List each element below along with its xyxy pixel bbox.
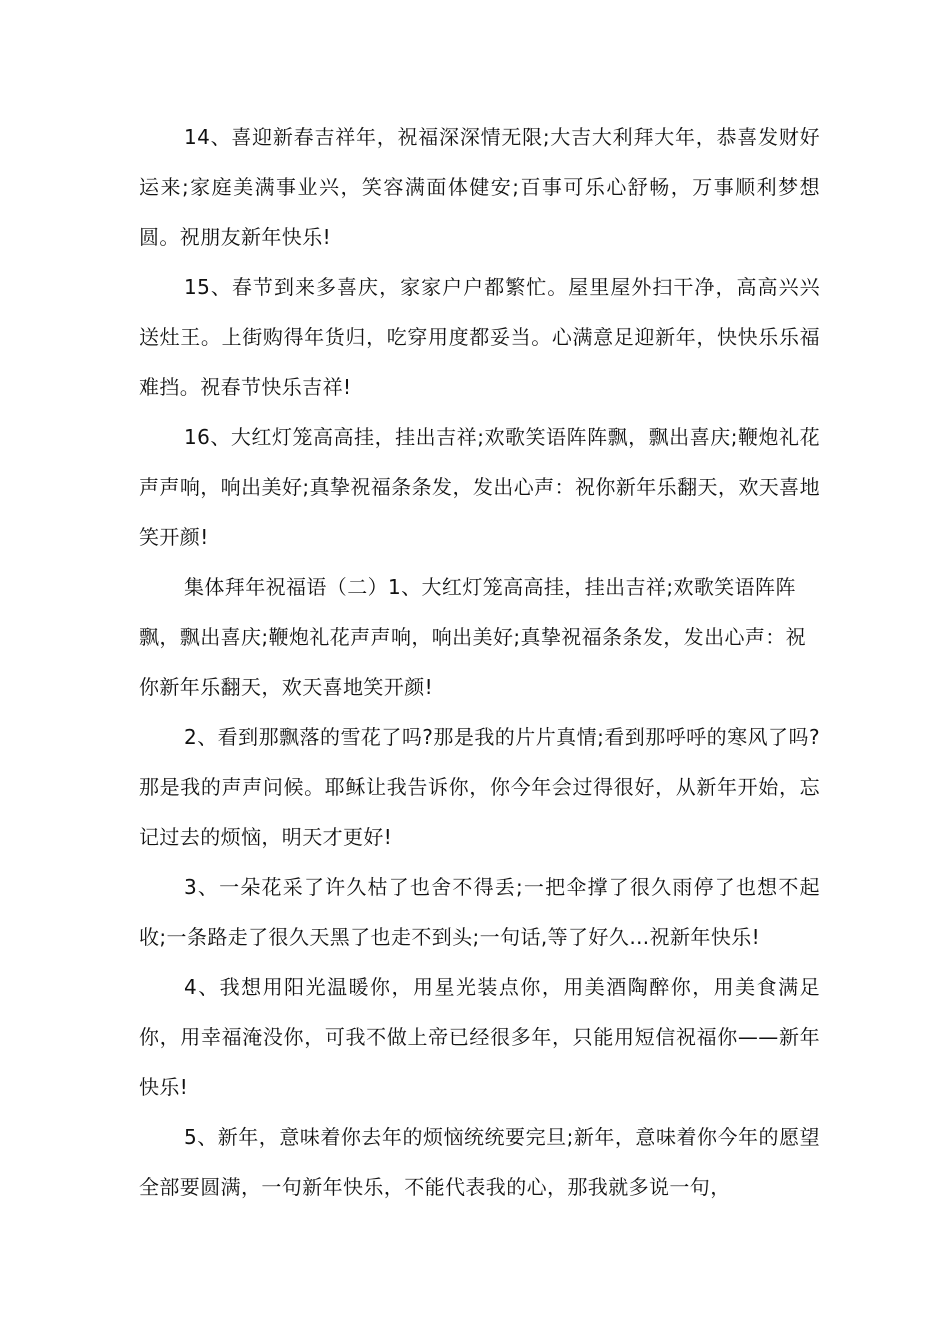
paragraph-blessing-16: 16、大红灯笼高高挂，挂出吉祥;欢歌笑语阵阵飘，飘出喜庆;鞭炮礼花声声响，响出美好;真挚祝福条条发，发出心声：祝你新年乐翻天，欢天喜地笑开颜! xyxy=(139,425,820,549)
paragraph-blessing-15: 15、春节到来多喜庆，家家户户都繁忙。屋里屋外扫干净，高高兴兴送灶王。上街购得年货归，吃穿用度都妥当。心满意足迎新年，快快乐乐福难挡。祝春节快乐吉祥! xyxy=(139,275,820,399)
paragraph-blessing-3: 3、一朵花采了许久枯了也舍不得丢;一把伞撑了很久雨停了也想不起收;一条路走了很久天黑了也走不到头;一句话,等了好久…祝新年快乐! xyxy=(139,875,820,949)
paragraph-blessing-2: 2、看到那飘落的雪花了吗?那是我的片片真情;看到那呼呼的寒风了吗?那是我的声声问候。耶稣让我告诉你，你今年会过得很好，从新年开始，忘记过去的烦恼，明天才更好! xyxy=(139,725,820,849)
paragraph-blessing-14: 14、喜迎新春吉祥年，祝福深深情无限;大吉大利拜大年，恭喜发财好运来;家庭美满事业兴，笑容满面体健安;百事可乐心舒畅，万事顺利梦想圆。祝朋友新年快乐! xyxy=(139,125,820,249)
paragraph-section-two-1: 集体拜年祝福语（二）1、大红灯笼高高挂，挂出吉祥;欢歌笑语阵阵飘，飘出喜庆;鞭炮礼花声声响，响出美好;真挚祝福条条发，发出心声：祝你新年乐翻天，欢天喜地笑开颜! xyxy=(139,575,807,699)
document-body xyxy=(139,112,820,1212)
paragraph-blessing-5: 5、新年，意味着你去年的烦恼统统要完旦;新年，意味着你今年的愿望全部要圆满，一句新年快乐，不能代表我的心，那我就多说一句， xyxy=(139,1125,820,1199)
paragraph-blessing-4: 4、我想用阳光温暖你，用星光装点你，用美酒陶醉你，用美食满足你，用幸福淹没你，可我不做上帝已经很多年，只能用短信祝福你——新年快乐! xyxy=(139,975,820,1099)
